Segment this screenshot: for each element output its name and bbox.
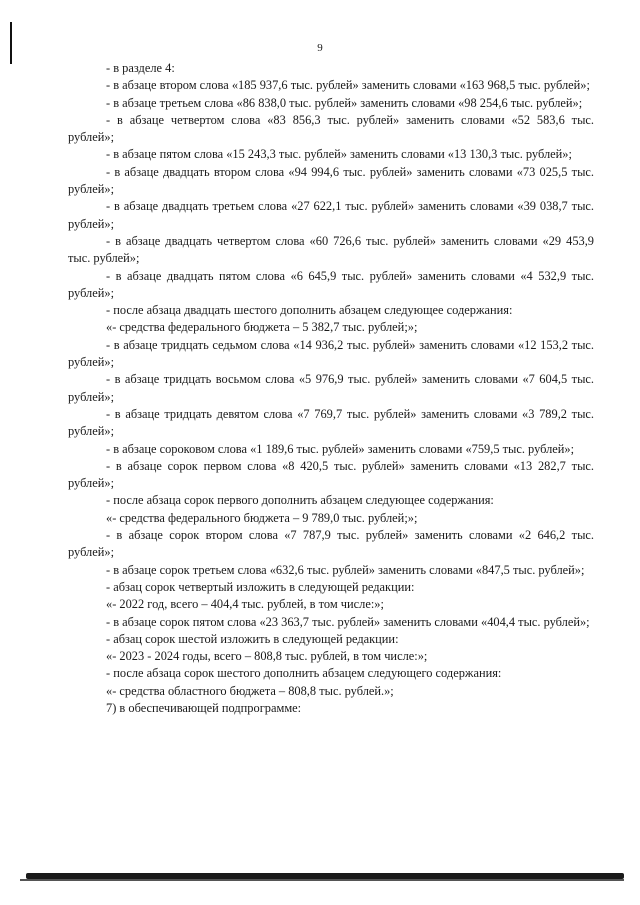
document-paragraph: «- средства федерального бюджета – 9 789,0 тыс. рублей;»; (106, 510, 418, 525)
document-paragraph: 7) в обеспечивающей подпрограмме: (106, 700, 302, 715)
document-paragraph: - в абзаце двадцать втором слова «94 994,6 тыс. рублей» заменить словами «73 025,5 тыс. рублей»; (68, 164, 594, 197)
document-paragraph: - после абзаца двадцать шестого дополнить абзацем следующее содержания: (106, 303, 513, 318)
document-paragraph: - в разделе 4: (106, 61, 175, 75)
document-paragraph: - в абзаце пятом слова «15 243,3 тыс. рублей» заменить словами «13 130,3 тыс. рублей»; (106, 147, 572, 162)
page-number: 9 (317, 42, 323, 54)
document-paragraph: - после абзаца сорок первого дополнить абзацем следующее содержания: (106, 493, 494, 508)
document-paragraph: - в абзаце тридцать седьмом слова «14 936,2 тыс. рублей» заменить словами «12 153,2 тыс. рублей»; (68, 337, 594, 370)
document-paragraph: - в абзаце сорок первом слова «8 420,5 тыс. рублей» заменить словами «13 282,7 тыс. рублей»; (68, 458, 594, 491)
scan-bottom-line (20, 879, 624, 881)
document-paragraph: «- 2023 - 2024 годы, всего – 808,8 тыс. рублей, в том числе:»; (106, 649, 428, 664)
document-paragraph: - в абзаце четвертом слова «83 856,3 тыс. рублей» заменить словами «52 583,6 тыс. рублей»; (68, 112, 594, 145)
document-paragraph: - после абзаца сорок шестого дополнить абзацем следующего содержания: (106, 666, 502, 681)
document-paragraph: - в абзаце двадцать третьем слова «27 622,1 тыс. рублей» заменить словами «39 038,7 тыс. рублей»; (68, 199, 594, 231)
document-paragraph: «- средства областного бюджета – 808,8 тыс. рублей.»; (106, 683, 394, 698)
document-paragraph: - в абзаце сорок втором слова «7 787,9 тыс. рублей» заменить словами «2 646,2 тыс. рублей»; (68, 528, 594, 560)
document-paragraph: - в абзаце сороковом слова «1 189,6 тыс. рублей» заменить словами «759,5 тыс. рублей»; (106, 441, 575, 456)
document-paragraph: - в абзаце тридцать девятом слова «7 769,7 тыс. рублей» заменить словами «3 789,2 тыс. рублей»; (68, 406, 594, 439)
document-paragraph: - абзац сорок четвертый изложить в следующей редакции: (106, 579, 415, 594)
document-paragraph: - в абзаце двадцать пятом слова «6 645,9 тыс. рублей» заменить словами «4 532,9 тыс. рублей»; (68, 268, 594, 300)
document-paragraph: - в абзаце сорок пятом слова «23 363,7 тыс. рублей» заменить словами «404,4 тыс. рублей»; (106, 614, 590, 629)
document-paragraph: - в абзаце третьем слова «86 838,0 тыс. рублей» заменить словами «98 254,6 тыс. рублей»; (106, 95, 583, 110)
document-paragraph: «- средства федерального бюджета – 5 382,7 тыс. рублей;»; (106, 320, 418, 335)
document-paragraph: - в абзаце сорок третьем слова «632,6 тыс. рублей» заменить словами «847,5 тыс. рублей»; (106, 562, 585, 577)
document-paragraph: «- 2022 год, всего – 404,4 тыс. рублей, в том числе:»; (106, 597, 384, 612)
document-paragraph: - в абзаце втором слова «185 937,6 тыс. рублей» заменить словами «163 968,5 тыс. рублей»; (106, 78, 590, 93)
document-paragraph: - в абзаце тридцать восьмом слова «5 976,9 тыс. рублей» заменить словами «7 604,5 тыс. рублей»; (68, 372, 594, 404)
document-body (68, 60, 594, 717)
document-paragraph: - в абзаце двадцать четвертом слова «60 726,6 тыс. рублей» заменить словами «29 453,9 тыс. рублей»; (68, 233, 594, 266)
document-paragraph: - абзац сорок шестой изложить в следующей редакции: (106, 631, 399, 646)
